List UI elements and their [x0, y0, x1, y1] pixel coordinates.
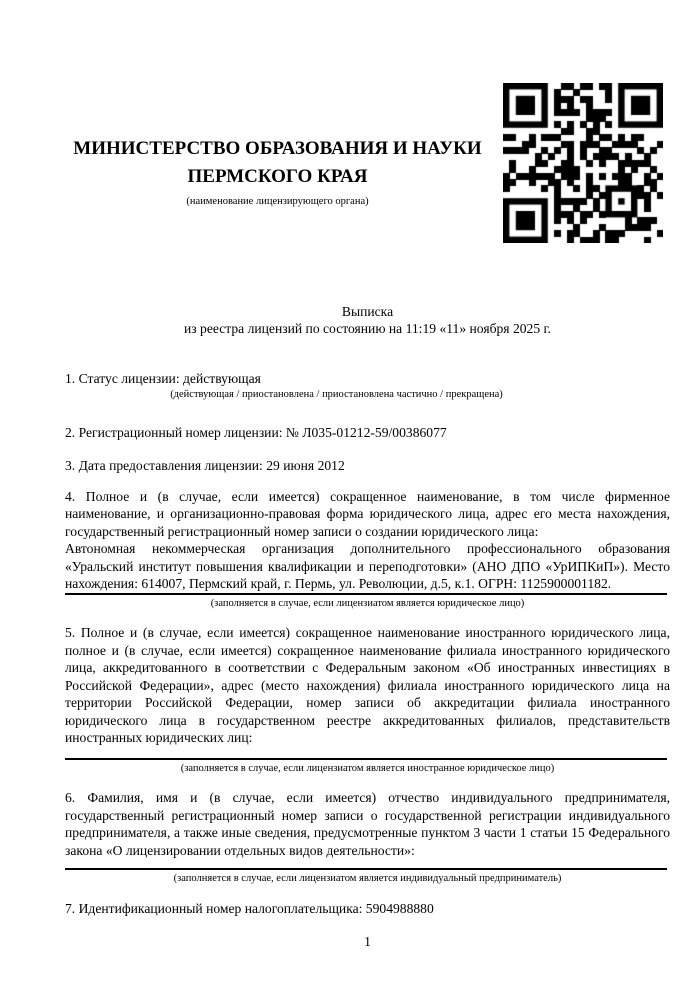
item-1-license-status: 1. Статус лицензии: действующая	[65, 370, 261, 386]
ministry-name-line2: ПЕРМСКОГО КРАЯ	[187, 166, 368, 187]
item-6-fill-line	[65, 868, 667, 870]
item-5-foreign-entity-label: 5. Полное и (в случае, если имеется) сокращенное наименование иностранного юридического лица, полное и (в случае, если имеется) сокращенное наименование филиала иностранного юридического лица, аккредитованного в соответствии с Федеральным законом «Об иностранных инвестициях в Российской Федерации», адрес (место нахождения) филиала иностранного юридического лица на территории Российской Федерации, номер записи об аккредитации филиала иностранного юридического лица в государственном реестре аккредитованных филиалов, представительств иностранных юридических лиц:	[65, 625, 670, 745]
item-4-legal-entity-label: 4. Полное и (в случае, если имеется) сокращенное наименование, в том числе фирменное наименование, и организационно-правовая форма юридического лица, адрес его места нахождения, государственный регистрационный номер записи о создании юридического лица:	[65, 489, 670, 539]
item-4-note: (заполняется в случае, если лицензиатом является юридическое лицо)	[210, 598, 525, 610]
item-4-legal-entity-value: Автономная некоммерческая организация дополнительного профессионального образования «Уральский институт повышения квалификации и переподготовки» (АНО ДПО «УрИПКиП»). Место нахождения: 614007, Пермский край, г. Пермь, ул. Революции, д.5, к.1. ОГРН: 1125900001182.	[65, 541, 670, 592]
document-body	[65, 303, 670, 951]
item-1-note: (действующая / приостановлена / приостановлена частично / прекращена)	[170, 389, 503, 401]
document-title-block	[65, 303, 670, 338]
licensing-authority-note: (наименование лицензирующего органа)	[186, 196, 369, 207]
document-title: Выписка	[341, 304, 394, 319]
qr-code-container	[503, 83, 663, 243]
item-6-entrepreneur-label: 6. Фамилия, имя и (в случае, если имеется) отчество индивидуального предпринимателя, государственный регистрационный номер записи о государственной регистрации индивидуального предпринимателя, а также иные сведения, предусмотренные пунктом 3 части 1 статьи 15 Федерального закона «О лицензировании отдельных видов деятельности»:	[65, 790, 670, 858]
licensing-authority-block	[65, 83, 490, 243]
item-6-note: (заполняется в случае, если лицензиатом является индивидуальный предприниматель)	[173, 872, 562, 884]
item-5-fill-line	[65, 758, 667, 760]
item-4-fill-line	[65, 593, 667, 595]
page-number: 1	[364, 934, 371, 950]
item-7-taxpayer-number: 7. Идентификационный номер налогоплательщика: 5904988880	[65, 900, 434, 916]
document-subtitle: из реестра лицензий по состоянию на 11:19 «11» ноября 2025 г.	[183, 321, 551, 337]
item-3-license-date: 3. Дата предоставления лицензии: 29 июня 2012	[65, 457, 345, 473]
qr-code-icon	[503, 83, 663, 243]
document-header	[0, 0, 700, 243]
ministry-name-line1: МИНИСТЕРСТВО ОБРАЗОВАНИЯ И НАУКИ	[73, 138, 482, 159]
item-2-registration-number: 2. Регистрационный номер лицензии: № Л035-01212-59/00386077	[65, 425, 447, 441]
item-5-note: (заполняется в случае, если лицензиатом является иностранное юридическое лицо)	[180, 763, 555, 775]
